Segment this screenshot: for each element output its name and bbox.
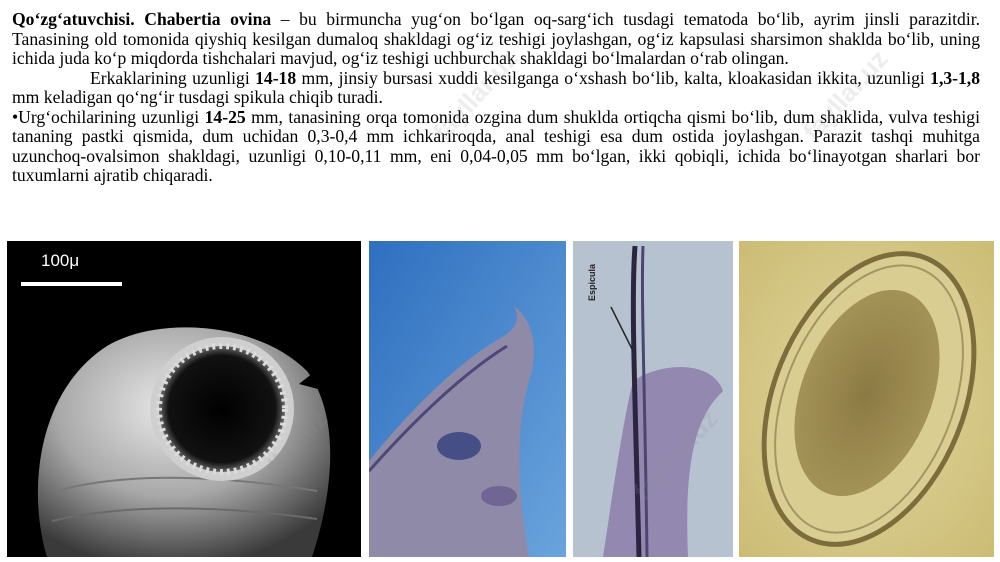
heading-species: Chabertia ovina [144,9,272,29]
paragraph-agent-text: – bu birmuncha yug‘on bo‘lgan oq-sarg‘ich tusdagi tematoda bo‘lib, ayrim jinsli parazitdir. Tanasining old tomonida qiyshiq kesilgan dumaloq shakldagi og‘iz teshigi joylashgan, og‘iz kapsulasi sharsimon shaklda bo‘lib, uning ichida juda ko‘p miqdorda tishchalari mavjud, og‘iz teshigi uchburchak shakldagi bo‘lmalardan o‘rab olingan. [12,9,980,68]
paragraph-male [12,69,980,108]
image-strip [7,241,994,557]
watermark: fayllar.uz [796,43,894,147]
description-text [12,10,980,186]
female-text-a: •Urg‘ochilarining uzunligi [12,106,205,127]
female-length: 14-25 [204,106,246,127]
male-length: 14-18 [255,67,297,88]
paragraph-agent [12,10,980,69]
paragraph-female [12,108,980,186]
heading-term: Qo‘zg‘atuvchisi. [12,9,135,29]
male-text-c: mm keladigan qo‘ng‘ir tusdagi spikula chiqib turadi. [12,87,383,107]
female-text-b: mm, tanasining orqa tomonida ozgina dum shuklda ortiqcha qismi bo‘lib, dum shaklida, vulva teshigi tananing pastki qismida, dum uchidan 0,3-0,4 mm ichkariroqda, anal teshigi esa dum ostida joylashgan. Parazit tashqi muhitga uzunchoq-ovalsimon shakldagi, uzunligi 0,10-0,11 mm, eni 0,04-0,05 mm bo‘lgan, ikki qobiqli, ichida bo‘linayotgan sharlari bor tuxumlarni ajratib chiqaradi. [12,106,980,185]
spicule-label: Espicula [587,263,597,301]
female-tail-image [369,241,566,557]
scale-label: 100μ [41,251,80,270]
sem-head-image [7,241,361,557]
watermark: fayllar.uz [426,43,524,147]
spicule-length: 1,3-1,8 [930,67,980,88]
male-text-a: Erkaklarining uzunligi [90,67,256,88]
male-text-b: mm, jinsiy bursasi xuddi kesilganga o‘xshash bo‘lib, kalta, kloakasidan ikkita, uzunligi [296,67,931,88]
egg-image [739,241,994,557]
scale-bar [21,282,122,286]
male-spicule-image [573,241,733,557]
